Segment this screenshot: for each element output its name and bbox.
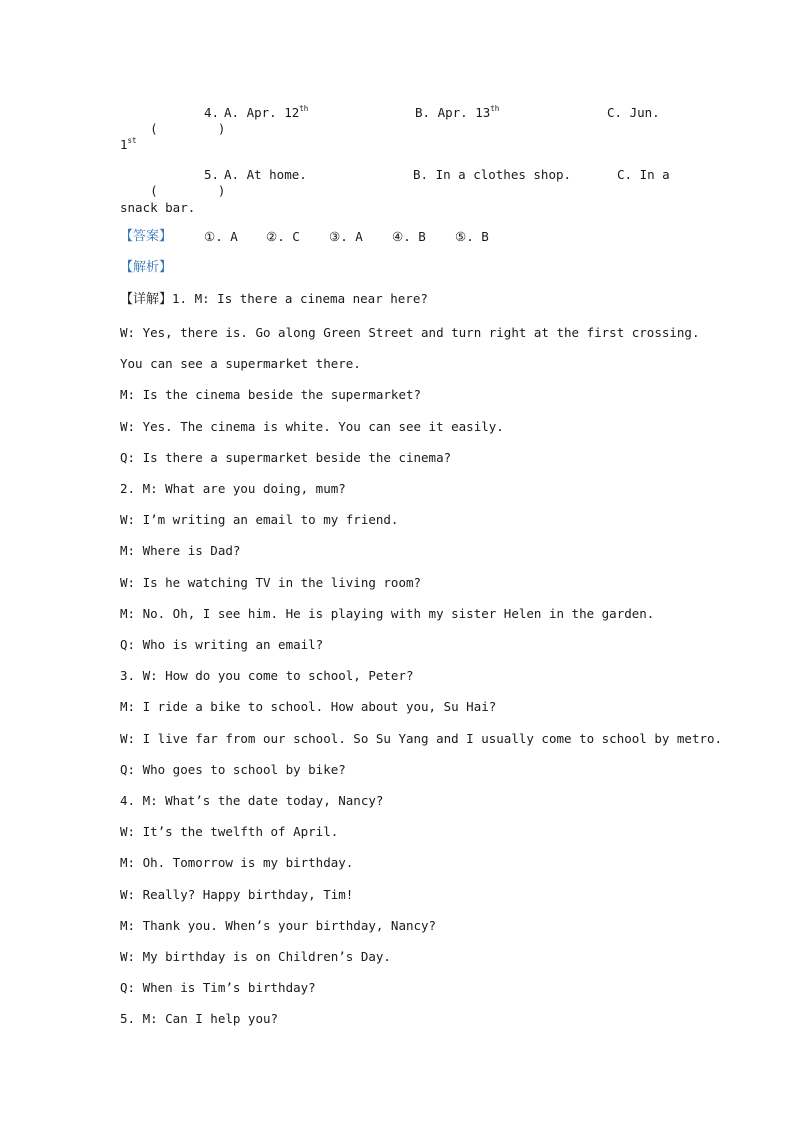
option-a: A. Apr. 12th xyxy=(224,104,309,120)
answer-item: ⑤. B xyxy=(455,229,489,244)
document-page xyxy=(120,0,723,1123)
transcript-line: 4. M: What’s the date today, Nancy? xyxy=(120,793,384,808)
answer-item: ①. A xyxy=(204,229,238,244)
option-b: B. Apr. 13th xyxy=(415,104,500,120)
detail-label: 【详解】 xyxy=(120,292,173,307)
transcript-line: You can see a supermarket there. xyxy=(120,356,361,371)
answer-label: 【答案】 xyxy=(120,229,173,244)
transcript-line: 3. W: How do you come to school, Peter? xyxy=(120,668,414,683)
option-c: C. Jun. xyxy=(607,105,660,120)
question-number: 4. xyxy=(204,105,220,120)
option-c: C. In a xyxy=(617,167,670,182)
transcript-line: M: Where is Dad? xyxy=(120,543,241,558)
transcript-line: 2. M: What are you doing, mum? xyxy=(120,481,346,496)
transcript-line: 【详解】1. M: Is there a cinema near here? xyxy=(120,291,428,307)
answer-item: ③. A xyxy=(329,229,363,244)
transcript-line: W: My birthday is on Children’s Day. xyxy=(120,949,391,964)
transcript-line: Q: When is Tim’s birthday? xyxy=(120,980,316,995)
transcript-line: W: Is he watching TV in the living room? xyxy=(120,575,422,590)
transcript-line: M: Oh. Tomorrow is my birthday. xyxy=(120,855,354,870)
transcript-line: M: Is the cinema beside the supermarket? xyxy=(120,387,422,402)
answer-item: ②. C xyxy=(266,229,300,244)
transcript-line: M: I ride a bike to school. How about you, Su Hai? xyxy=(120,699,497,714)
option-c-continued: 1st xyxy=(120,136,137,152)
answer-blank: ( ) xyxy=(150,183,226,198)
transcript-line: Q: Who is writing an email? xyxy=(120,637,324,652)
transcript-line: W: Yes, there is. Go along Green Street and turn right at the first crossing. xyxy=(120,325,700,340)
answer-item: ④. B xyxy=(392,229,426,244)
transcript-line: W: I live far from our school. So Su Yang and I usually come to school by metro. xyxy=(120,731,723,746)
option-c-continued: snack bar. xyxy=(120,200,196,215)
question-number: 5. xyxy=(204,167,220,182)
transcript-line: M: Thank you. When’s your birthday, Nancy? xyxy=(120,918,437,933)
analysis-label: 【解析】 xyxy=(120,260,173,275)
transcript-line: 5. M: Can I help you? xyxy=(120,1011,279,1026)
option-b: B. In a clothes shop. xyxy=(413,167,572,182)
transcript-line: M: No. Oh, I see him. He is playing with my sister Helen in the garden. xyxy=(120,606,655,621)
transcript-line: W: I’m writing an email to my friend. xyxy=(120,512,399,527)
transcript-line: W: It’s the twelfth of April. xyxy=(120,824,339,839)
transcript-line: Q: Is there a supermarket beside the cinema? xyxy=(120,450,452,465)
option-a: A. At home. xyxy=(224,167,307,182)
transcript-line: Q: Who goes to school by bike? xyxy=(120,762,346,777)
transcript-line: W: Really? Happy birthday, Tim! xyxy=(120,887,354,902)
transcript-line: W: Yes. The cinema is white. You can see it easily. xyxy=(120,419,504,434)
answer-blank: ( ) xyxy=(150,121,226,136)
